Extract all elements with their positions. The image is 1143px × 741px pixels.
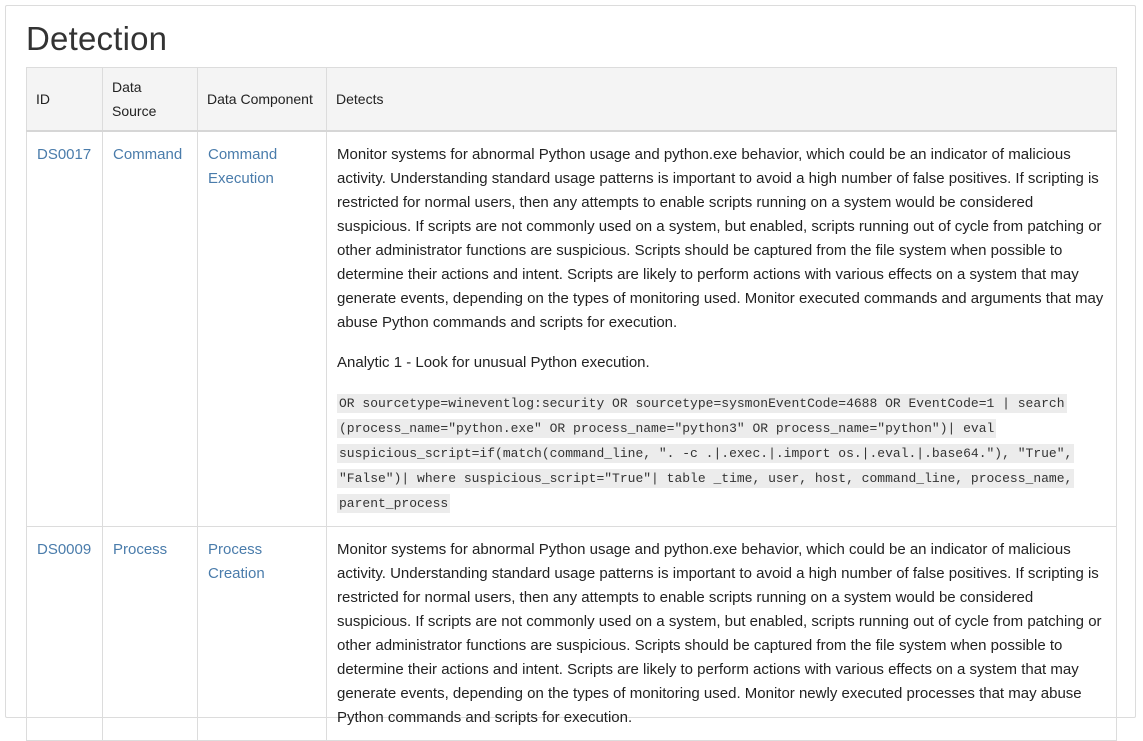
table-row (27, 131, 1117, 527)
data-component-link[interactable]: Process Creation (208, 541, 265, 582)
detection-table (26, 67, 1117, 741)
cell-detects (327, 131, 1117, 527)
cell-data-source (103, 527, 198, 741)
header-data-source: Data Source (103, 68, 198, 132)
detection-card (5, 5, 1136, 726)
data-source-link[interactable]: Process (113, 541, 168, 558)
analytic-code-block (337, 391, 1106, 516)
cell-data-component (198, 131, 327, 527)
data-source-link[interactable]: Command (113, 146, 183, 163)
cell-data-component (198, 527, 327, 741)
header-id: ID (27, 68, 103, 132)
analytic-code: OR sourcetype=wineventlog:security OR sourcetype=sysmonEventCode=4688 OR EventCode=1 | search (process_name="python.exe" OR process_name="python3" OR process_name="python")| eval suspicious_script=if(match(command_line, ". -c .|.exec.|.import os.|.eval.|.base64."), "True", "False")| where suspicious_script="True"| table _time, user, host, command_line, process_name, parent_process (339, 396, 1073, 511)
data-component-link[interactable]: Command Execution (208, 146, 278, 187)
analytic-title: Analytic 1 - Look for unusual Python execution. (337, 354, 650, 371)
table-header-row (27, 68, 1117, 132)
detection-description: Monitor systems for abnormal Python usage and python.exe behavior, which could be an indicator of malicious activity. Understanding standard usage patterns is important to avoid a high number of false positives. If scripting is restricted for normal users, then any attempts to enable scripts running on a system would be considered suspicious. If scripts are not commonly used on a system, but enabled, scripts running out of cycle from patching or other administrator functions are suspicious. Scripts should be captured from the file system when possible to determine their actions and intent. Scripts are likely to perform actions with various effects on a system that may generate events, depending on the types of monitoring used. Monitor executed commands and arguments that may abuse Python commands and scripts for execution. (337, 146, 1104, 331)
cell-id (27, 527, 103, 741)
cell-id (27, 131, 103, 527)
cell-detects (327, 527, 1117, 741)
header-detects: Detects (327, 68, 1117, 132)
table-row (27, 527, 1117, 741)
id-link[interactable]: DS0017 (37, 146, 92, 163)
detection-description: Monitor systems for abnormal Python usage and python.exe behavior, which could be an indicator of malicious activity. Understanding standard usage patterns is important to avoid a high number of false positives. If scripting is restricted for normal users, then any attempts to enable scripts running on a system would be considered suspicious. If scripts are not commonly used on a system, but enabled, scripts running out of cycle from patching or other administrator functions are suspicious. Scripts should be captured from the file system when possible to determine their actions and intent. Scripts are likely to perform actions with various effects on a system that may generate events, depending on the types of monitoring used. Monitor newly executed processes that may abuse Python commands and scripts for execution. (337, 541, 1102, 726)
cell-data-source (103, 131, 198, 527)
header-data-component: Data Component (198, 68, 327, 132)
section-title: Detection (26, 20, 168, 57)
id-link[interactable]: DS0009 (37, 541, 92, 558)
